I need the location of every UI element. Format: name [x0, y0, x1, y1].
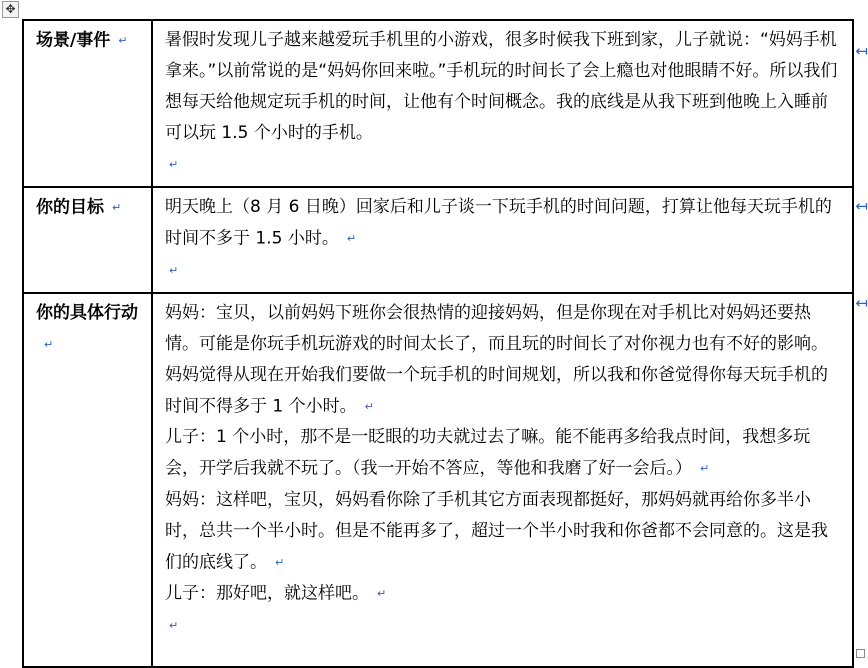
row-label: 场景/事件 [36, 30, 111, 51]
activity-table [22, 19, 854, 668]
end-of-row-mark-icon: ↤ [855, 42, 868, 60]
paragraph-text: 儿子：1 个小时，那不是一眨眼的功夫就过去了嘛。能不能再多给我点时间，我想多玩会，开学后我就不玩了。（我一开始不答应，等他和我磨了好一会后。） [165, 427, 811, 479]
paragraph-mark-icon: ↵ [275, 555, 285, 569]
table-move-handle-icon[interactable]: ✥ [2, 1, 19, 18]
paragraph-mark-icon: ↵ [700, 462, 710, 475]
content-paragraph [165, 485, 844, 579]
paragraph-mark-icon: ↵ [346, 232, 357, 245]
table-row-goal [23, 187, 853, 293]
row-label-cell[interactable] [23, 20, 152, 187]
paragraph-text: 明天晚上（8 月 6 日晚）回家后和儿子谈一下玩手机的时间问题，打算让他每天玩手机的时间不多于 1.5 小时。 [165, 197, 832, 249]
row-content-cell[interactable] [152, 20, 853, 187]
paragraph-mark-icon: ↵ [169, 263, 179, 277]
paragraph-mark-icon: ↵ [169, 158, 179, 171]
table-row-scene [23, 20, 853, 187]
row-label: 你的目标 [36, 197, 104, 218]
end-of-row-mark-icon: ↤ [855, 294, 868, 312]
paragraph-mark-icon: ↵ [377, 587, 387, 600]
paragraph-text: 妈妈：这样吧，宝贝，妈妈看你除了手机其它方面表现都挺好，那妈妈就再给你多半小时，总共一个半小时。但是不能再多了，超过一个半小时我和你爸都不会同意的。这是我们的底线了。 [165, 489, 828, 572]
paragraph-mark-icon: ↵ [118, 34, 128, 47]
paragraph-mark-icon: ↵ [364, 399, 374, 413]
paragraph-mark-icon: ↵ [169, 618, 179, 632]
content-paragraph [165, 298, 844, 423]
content-paragraph [165, 422, 844, 485]
end-of-row-mark-icon: ↤ [855, 197, 868, 215]
content-paragraph [165, 192, 844, 255]
row-label-cell[interactable] [23, 293, 152, 667]
row-content-cell[interactable] [152, 293, 853, 667]
content-paragraph: 暑假时发现儿子越来越爱玩手机里的小游戏，很多时候我下班到家，儿子就说：“妈妈手机拿来。”以前常说的是“妈妈你回来啦。”手机玩的时间长了会上瘾也对他眼睛不好。所以我们想每天给他规定玩手机的时间，让他有个时间概念。我的底线是从我下班到他晚上入睡前可以玩 1.5 个小时的手机。 [165, 30, 838, 143]
row-label: 你的具体行动 [36, 302, 138, 323]
row-label-cell[interactable] [23, 187, 152, 293]
table-resize-handle-icon[interactable] [856, 649, 865, 658]
content-paragraph [165, 578, 844, 610]
table-row-actions [23, 293, 853, 667]
row-content-cell[interactable] [152, 187, 853, 293]
paragraph-text: 妈妈：宝贝，以前妈妈下班你会很热情的迎接妈妈，但是你现在对手机比对妈妈还要热情。可能是你玩手机玩游戏的时间太长了，而且玩的时间长了对你视力也有不好的影响。妈妈觉得从现在开始我们要做一个玩手机的时间规划，所以我和你爸觉得你每天玩手机的时间不得多于 1 个小时。 [165, 302, 828, 416]
paragraph-mark-icon: ↵ [112, 201, 122, 214]
paragraph-mark-icon: ↵ [44, 337, 54, 351]
paragraph-text: 儿子：那好吧，就这样吧。 [165, 583, 369, 604]
